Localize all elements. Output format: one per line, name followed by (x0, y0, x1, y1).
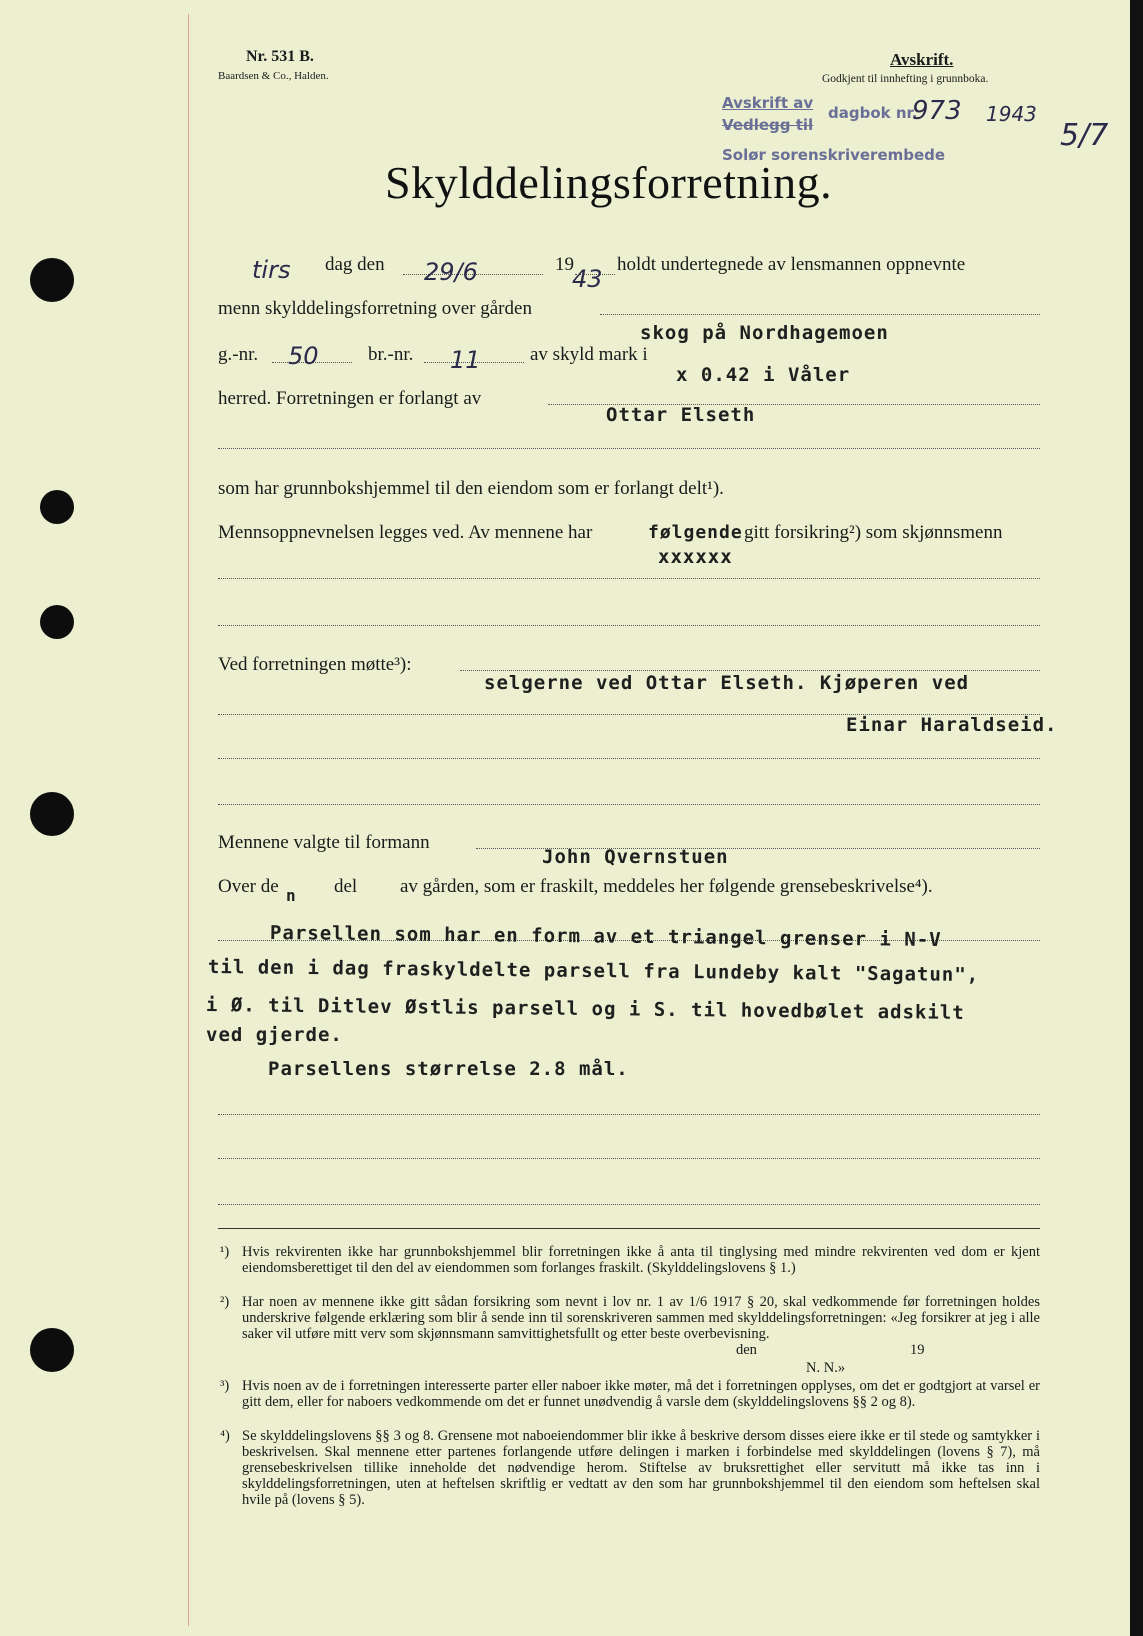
approved-note: Godkjent til innhefting i grunnboka. (822, 73, 989, 85)
journal-date: 5/7 (1060, 118, 1109, 153)
stamp-journal-label: dagbok nr. (828, 104, 918, 122)
label-mennsoppnevnelse: Mennsoppnevnelsen legges ved. Av mennene har (218, 522, 593, 543)
attendees-line1: selgerne ved Ottar Elseth. Kjøperen ved (484, 672, 970, 694)
overstrike-folgende: følgende (648, 522, 743, 543)
footnote-text: Har noen av mennene ikke gitt sådan forsikring som nevnt i lov nr. 1 av 1/6 1917 § 20, skal vedkommende før forretningen holdes underskrive følgende erklæring som blir å sende inn til sorenskriveren sammen med skylddelingsforretningen: «Jeg forsikrer at jeg i alle saker vil utføre mitt verv som skjønnsmann samvittighetsfullt og etter beste overbevisning. (242, 1294, 1040, 1342)
description-line1: Parsellen som har en form av et triangel grenser i N-V (269, 922, 942, 952)
crossed-out-x: xxxxxx (658, 546, 733, 568)
footnote-number: ⁴) (220, 1428, 230, 1444)
footnote-text: Se skylddelingslovens §§ 3 og 8. Grensene mot naboeiendommer blir ikke å beskrive dersom disses eiere ikke er til stede og samtykker i beskrivelsen. Skal mennene etter partenes forlangende utføre delingen i marken i forbindelse med skylddelingen (lovens § 7), må grensebeskrivelsen tillike inneholde det nødvendige herom. Stiftelse av bruksrettighet eller servitutt må ikke tas inn i skylddelingsforretningen, uten at heftelsen skriftlig er vedtatt av den som har grunnbokshjemmel til den eiendom som heftelsen skal hvile på (lovens § 5). (242, 1428, 1040, 1508)
fill-line (218, 1114, 1040, 1115)
publisher: Baardsen & Co., Halden. (218, 70, 329, 82)
gnr-handwritten: 50 (288, 342, 319, 370)
journal-number: 973 (912, 96, 962, 126)
label-grensebeskrivelse: av gården, som er fraskilt, meddeles her følgende grensebeskrivelse⁴). (400, 876, 933, 897)
footnote-number: ²) (220, 1294, 230, 1310)
label-forsikring: gitt forsikring²) som skjønnsmenn (744, 522, 1003, 543)
label-del: del (334, 876, 358, 897)
fill-line (218, 1158, 1040, 1159)
footnote-text: Hvis rekvirenten ikke har grunnbokshjemmel blir forretningen ikke å anta til tinglysing med mindre rekvirenten ved dom er kjent eiendomsberettiget til den del av eiendommen som forlanges fraskilt. (Skylddelingslovens § 1.) (242, 1244, 1040, 1276)
punch-hole (30, 1328, 74, 1372)
label-formann: Mennene valgte til formann (218, 832, 430, 853)
parcel-size: Parsellens størrelse 2.8 mål. (268, 1058, 629, 1080)
chairman-name: John Qvernstuen (542, 846, 729, 868)
label-grunnbok: som har grunnbokshjemmel til den eiendom som er forlangt delt¹). (218, 478, 724, 499)
fill-line (460, 670, 1040, 671)
document-title: Skylddelingsforretning. (385, 157, 833, 208)
weekday-handwritten: tirs (252, 256, 291, 284)
brnr-handwritten: 11 (450, 346, 481, 374)
fill-line (218, 758, 1040, 759)
footnote-2 (220, 1294, 1040, 1342)
description-line3: i Ø. til Ditlev Østlis parsell og i S. til hovedbølet adskilt (205, 994, 965, 1024)
punch-hole (40, 490, 74, 524)
footnote-2-signature: N. N.» (806, 1360, 846, 1376)
date-handwritten: 29/6 (424, 258, 478, 286)
description-line4: ved gjerde. (206, 1024, 343, 1046)
label-holdt: holdt undertegnede av lensmannen oppnevnte (617, 254, 966, 275)
copy-label: Avskrift. (890, 50, 954, 69)
stamp-office: Solør sorenskriverembede (722, 146, 946, 164)
punch-hole (40, 605, 74, 639)
farm-name: skog på Nordhagemoen (640, 322, 889, 344)
fill-line (600, 314, 1040, 315)
footnote-separator (218, 1228, 1040, 1229)
label-herred: herred. Forretningen er forlangt av (218, 388, 482, 409)
form-number: Nr. 531 B. (246, 48, 314, 65)
fill-line (218, 804, 1040, 805)
label-gnr: g.-nr. (218, 344, 259, 365)
fill-line (218, 625, 1040, 626)
attendees-line2: Einar Haraldseid. (846, 714, 1058, 736)
year-handwritten: 43 (572, 265, 603, 293)
journal-year: 1943 (986, 102, 1037, 126)
fill-line (218, 448, 1040, 449)
footnote-text: Hvis noen av de i forretningen interesserte parter eller naboer ikke møter, må det i forretningen opplyses, om det er godtgjort at varsel er gitt dem, eller for naboers vedkommende om det er funnet unødvendig å varsle dem (skylddelingslovens §§ 2 og 8). (242, 1378, 1040, 1410)
description-line2: til den i dag fraskyldelte parsell fra Lundeby kalt "Sagatun", (207, 956, 980, 987)
requester-name: Ottar Elseth (606, 404, 756, 426)
label-menn: menn skylddelingsforretning over gården (218, 298, 532, 319)
stamp-copy-of: Avskrift av (722, 94, 814, 112)
margin-rule (188, 14, 189, 1626)
label-dag-den: dag den (325, 254, 385, 275)
fill-line (218, 578, 1040, 579)
punch-hole (30, 258, 74, 302)
year-prefix: 19 (555, 254, 574, 275)
footnote-number: ³) (220, 1378, 230, 1394)
label-over-de: Over de (218, 876, 279, 897)
label-skyld: av skyld mark i (530, 344, 648, 365)
footnote-1 (220, 1244, 1040, 1276)
footnote-2-year: 19 (910, 1342, 925, 1358)
fill-line (218, 1204, 1040, 1205)
tax-value: x 0.42 i Våler (676, 364, 851, 386)
footnote-2-den: den (736, 1342, 757, 1358)
footnote-4 (220, 1428, 1040, 1508)
handwritten-n: n (286, 886, 297, 905)
fill-line (575, 274, 615, 275)
stamp-struck-text: Vedlegg til (722, 116, 814, 134)
footnote-3 (220, 1378, 1040, 1410)
label-motte: Ved forretningen møtte³): (218, 654, 412, 675)
label-brnr: br.-nr. (368, 344, 414, 365)
footnote-number: ¹) (220, 1244, 230, 1260)
punch-hole (30, 792, 74, 836)
